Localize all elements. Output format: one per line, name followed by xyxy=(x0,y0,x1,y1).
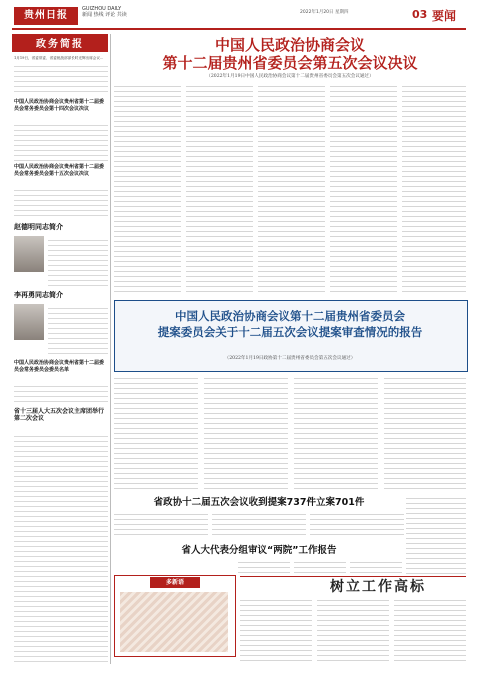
story-headline: 省政协十二届五次会议收到提案737件立案701件 xyxy=(153,497,365,508)
report-headline-line: 提案委员会关于十二届五次会议提案审查情况的报告 xyxy=(157,325,423,339)
brief-headline: 中国人民政治协商会议贵州省第十二届委员会常务委员会委员名单 xyxy=(14,360,105,373)
brief-text-block xyxy=(14,186,108,220)
section-name: 要闻 xyxy=(432,9,457,23)
masthead-rule xyxy=(12,28,466,30)
masthead-subtitle-line: GUIZHOU DAILY xyxy=(82,6,122,12)
brief-text-block xyxy=(14,121,108,161)
report-headline-line: 中国人民政治协商会议第十二届贵州省委员会 xyxy=(175,309,405,323)
report-body-text xyxy=(114,374,466,490)
column-divider xyxy=(110,34,111,664)
story-body-text xyxy=(406,494,466,574)
report-headline-note: （2022年1月19日政协第十二届贵州省委员会第五次会议通过） xyxy=(224,356,356,361)
column-body-text xyxy=(240,596,466,664)
portrait-photo xyxy=(14,304,44,340)
newspaper-logo: 贵州日报 xyxy=(14,7,78,25)
main-headline-line: 中国人民政治协商会议 xyxy=(214,36,365,54)
cartoon-label: 多新语 xyxy=(150,577,200,588)
brief-text-block xyxy=(14,62,108,96)
brief-intro: 1月19日，省委常委、省委统战部部长时光辉出席会议... xyxy=(14,56,104,60)
brief-text-block xyxy=(14,432,108,664)
brief-section-title: 政务简报 xyxy=(36,39,84,50)
name-list-block xyxy=(14,382,108,404)
main-headline xyxy=(112,36,468,72)
profile-text-block xyxy=(48,236,108,286)
page-number: 03 xyxy=(412,8,428,21)
story-body-text xyxy=(238,558,404,574)
column-title: 树立工作高标 xyxy=(330,579,426,595)
profile-text-block xyxy=(48,304,108,354)
profile-headline: 赵德明同志简介 xyxy=(14,223,63,231)
story-headline: 省人大代表分组审议“两院”工作报告 xyxy=(181,545,337,556)
resolution-body-text xyxy=(114,82,466,294)
masthead-subtitle xyxy=(82,6,127,18)
main-headline-line: 第十二届贵州省委员会第五次会议决议 xyxy=(162,54,418,72)
brief-headline: 中国人民政治协商会议贵州省第十二届委员会常务委员会第十四次会议决议 xyxy=(14,99,105,112)
masthead-subtitle-line: 新闻 热线 评论 共读 xyxy=(82,12,127,18)
report-headline xyxy=(118,308,462,340)
cartoon-illustration xyxy=(120,592,228,652)
profile-headline: 李再勇同志简介 xyxy=(14,291,63,299)
portrait-photo xyxy=(14,236,44,272)
main-headline-note: （2022年1月19日中国人民政治协商会议第十二届贵州省委员会第五次会议通过） xyxy=(206,74,374,79)
brief-headline: 中国人民政治协商会议贵州省第十二届委员会常务委员会第十五次会议决议 xyxy=(14,164,105,177)
date-line: 2022年1月20日 星期四 xyxy=(300,10,349,15)
story-body-text xyxy=(114,510,404,538)
brief-headline: 省十三届人大五次会议主席团举行第二次会议 xyxy=(14,408,105,422)
